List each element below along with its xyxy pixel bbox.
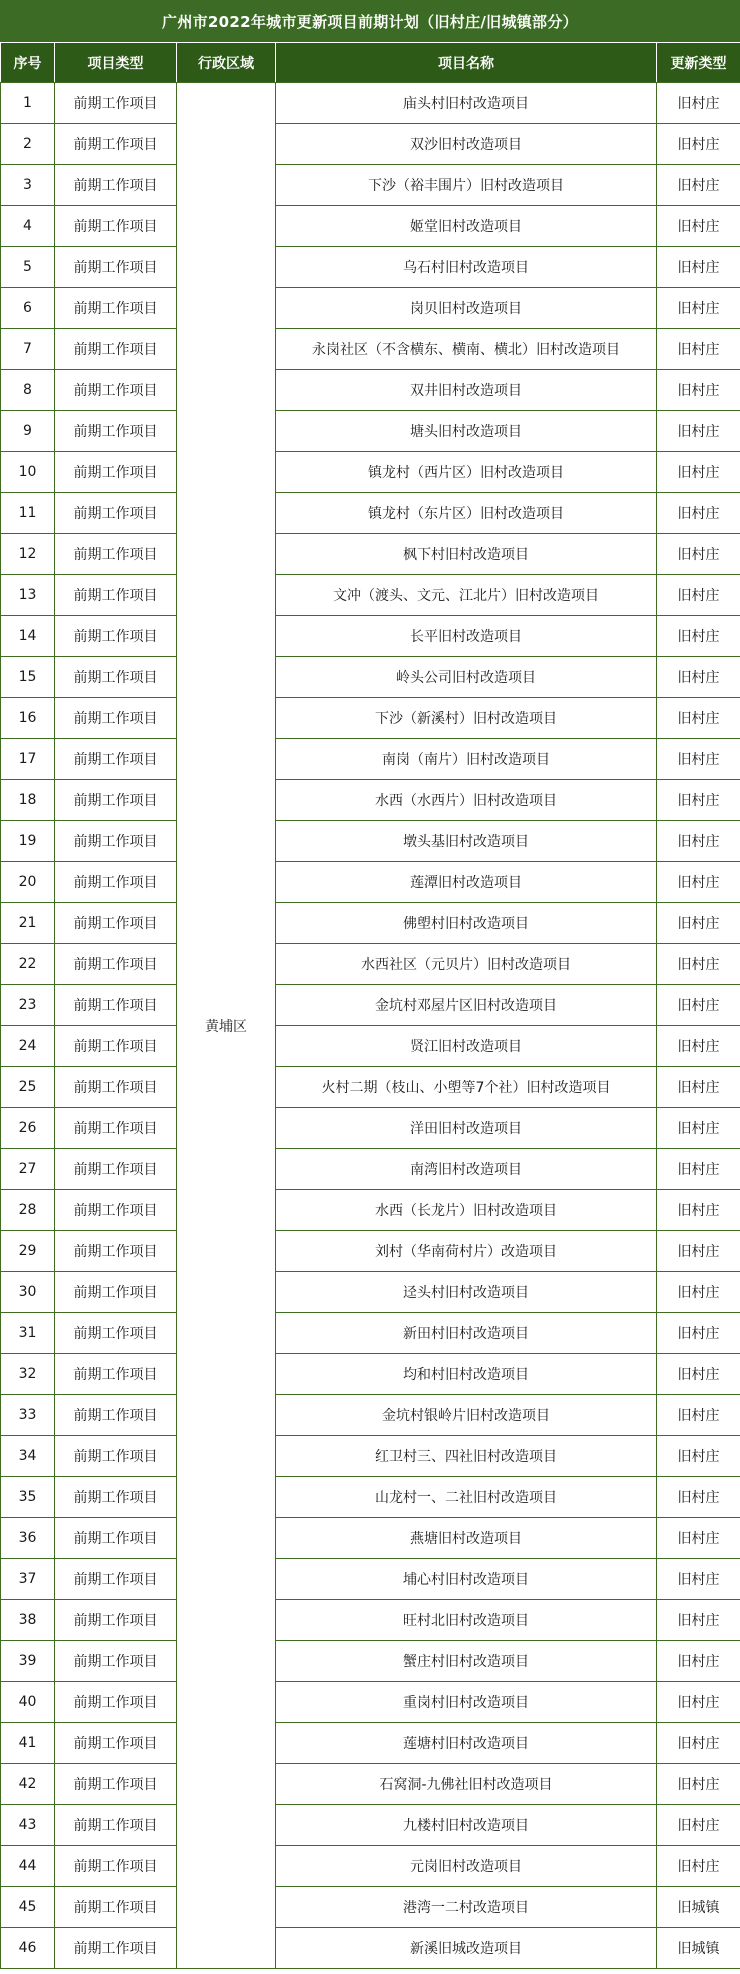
cell-no: 23 [1, 985, 55, 1026]
cell-project-type: 前期工作项目 [55, 1354, 177, 1395]
cell-project-type: 前期工作项目 [55, 1764, 177, 1805]
cell-update-type: 旧村庄 [657, 1518, 740, 1559]
cell-project-name: 莲潭旧村改造项目 [276, 862, 657, 903]
table-title: 广州市2022年城市更新项目前期计划（旧村庄/旧城镇部分） [0, 0, 740, 42]
cell-no: 40 [1, 1682, 55, 1723]
cell-project-name: 南湾旧村改造项目 [276, 1149, 657, 1190]
cell-update-type: 旧村庄 [657, 1149, 740, 1190]
table-row [1, 452, 740, 493]
cell-project-name: 新溪旧城改造项目 [276, 1928, 657, 1969]
cell-update-type: 旧村庄 [657, 1559, 740, 1600]
header-project-type: 项目类型 [55, 43, 177, 84]
cell-update-type: 旧村庄 [657, 165, 740, 206]
table-row [1, 1395, 740, 1436]
table-row [1, 1518, 740, 1559]
cell-project-type: 前期工作项目 [55, 493, 177, 534]
cell-update-type: 旧村庄 [657, 1026, 740, 1067]
cell-project-type: 前期工作项目 [55, 1149, 177, 1190]
cell-project-type: 前期工作项目 [55, 206, 177, 247]
cell-project-type: 前期工作项目 [55, 1887, 177, 1928]
cell-no: 28 [1, 1190, 55, 1231]
cell-district: 黄埔区 [177, 83, 276, 1969]
cell-no: 31 [1, 1313, 55, 1354]
table-row [1, 1477, 740, 1518]
cell-no: 19 [1, 821, 55, 862]
header-district: 行政区域 [177, 43, 276, 84]
cell-project-name: 重岗村旧村改造项目 [276, 1682, 657, 1723]
cell-no: 6 [1, 288, 55, 329]
cell-no: 36 [1, 1518, 55, 1559]
cell-project-name: 旺村北旧村改造项目 [276, 1600, 657, 1641]
cell-update-type: 旧村庄 [657, 329, 740, 370]
cell-project-type: 前期工作项目 [55, 1682, 177, 1723]
cell-project-name: 塘头旧村改造项目 [276, 411, 657, 452]
cell-project-type: 前期工作项目 [55, 370, 177, 411]
cell-update-type: 旧村庄 [657, 657, 740, 698]
cell-project-name: 镇龙村（西片区）旧村改造项目 [276, 452, 657, 493]
cell-no: 8 [1, 370, 55, 411]
cell-project-type: 前期工作项目 [55, 944, 177, 985]
table-row [1, 411, 740, 452]
cell-update-type: 旧村庄 [657, 493, 740, 534]
cell-update-type: 旧村庄 [657, 452, 740, 493]
cell-project-name: 岭头公司旧村改造项目 [276, 657, 657, 698]
cell-project-name: 水西（长龙片）旧村改造项目 [276, 1190, 657, 1231]
cell-update-type: 旧村庄 [657, 862, 740, 903]
cell-update-type: 旧村庄 [657, 1477, 740, 1518]
table-row [1, 1108, 740, 1149]
cell-update-type: 旧村庄 [657, 985, 740, 1026]
cell-project-name: 元岗旧村改造项目 [276, 1846, 657, 1887]
cell-project-type: 前期工作项目 [55, 1846, 177, 1887]
cell-project-type: 前期工作项目 [55, 329, 177, 370]
cell-no: 27 [1, 1149, 55, 1190]
table-row [1, 821, 740, 862]
cell-no: 25 [1, 1067, 55, 1108]
table-body [0, 82, 740, 1969]
cell-project-type: 前期工作项目 [55, 1190, 177, 1231]
cell-project-type: 前期工作项目 [55, 83, 177, 124]
cell-no: 45 [1, 1887, 55, 1928]
cell-update-type: 旧村庄 [657, 944, 740, 985]
cell-no: 9 [1, 411, 55, 452]
table-row [1, 1805, 740, 1846]
cell-no: 20 [1, 862, 55, 903]
cell-project-name: 庙头村旧村改造项目 [276, 83, 657, 124]
cell-no: 18 [1, 780, 55, 821]
cell-project-type: 前期工作项目 [55, 1641, 177, 1682]
table-row [1, 165, 740, 206]
table-row [1, 1231, 740, 1272]
cell-project-name: 蟹庄村旧村改造项目 [276, 1641, 657, 1682]
cell-project-type: 前期工作项目 [55, 739, 177, 780]
cell-update-type: 旧村庄 [657, 370, 740, 411]
cell-update-type: 旧村庄 [657, 1395, 740, 1436]
cell-update-type: 旧村庄 [657, 124, 740, 165]
cell-project-name: 港湾一二村改造项目 [276, 1887, 657, 1928]
cell-no: 13 [1, 575, 55, 616]
cell-project-type: 前期工作项目 [55, 1231, 177, 1272]
cell-no: 22 [1, 944, 55, 985]
cell-project-type: 前期工作项目 [55, 1518, 177, 1559]
cell-update-type: 旧村庄 [657, 780, 740, 821]
cell-no: 46 [1, 1928, 55, 1969]
table-row [1, 247, 740, 288]
table-row [1, 1354, 740, 1395]
cell-update-type: 旧村庄 [657, 1231, 740, 1272]
cell-project-type: 前期工作项目 [55, 780, 177, 821]
cell-project-type: 前期工作项目 [55, 657, 177, 698]
cell-no: 15 [1, 657, 55, 698]
cell-no: 38 [1, 1600, 55, 1641]
cell-no: 24 [1, 1026, 55, 1067]
cell-no: 4 [1, 206, 55, 247]
table-row [1, 657, 740, 698]
cell-update-type: 旧村庄 [657, 1723, 740, 1764]
header-project-name: 项目名称 [276, 43, 657, 84]
cell-update-type: 旧村庄 [657, 575, 740, 616]
table-row [1, 1436, 740, 1477]
cell-project-name: 刘村（华南荷村片）改造项目 [276, 1231, 657, 1272]
cell-project-type: 前期工作项目 [55, 1600, 177, 1641]
cell-project-name: 水西社区（元贝片）旧村改造项目 [276, 944, 657, 985]
cell-project-name: 双沙旧村改造项目 [276, 124, 657, 165]
cell-no: 1 [1, 83, 55, 124]
cell-project-name: 燕塘旧村改造项目 [276, 1518, 657, 1559]
cell-project-name: 金坑村银岭片旧村改造项目 [276, 1395, 657, 1436]
cell-no: 5 [1, 247, 55, 288]
table-row [1, 1067, 740, 1108]
cell-no: 12 [1, 534, 55, 575]
cell-project-name: 洋田旧村改造项目 [276, 1108, 657, 1149]
cell-no: 10 [1, 452, 55, 493]
cell-no: 11 [1, 493, 55, 534]
table-row [1, 944, 740, 985]
cell-no: 37 [1, 1559, 55, 1600]
cell-update-type: 旧村庄 [657, 1272, 740, 1313]
cell-project-type: 前期工作项目 [55, 616, 177, 657]
cell-no: 35 [1, 1477, 55, 1518]
cell-update-type: 旧村庄 [657, 1641, 740, 1682]
header-row [1, 43, 740, 84]
cell-project-type: 前期工作项目 [55, 411, 177, 452]
cell-project-name: 姬堂旧村改造项目 [276, 206, 657, 247]
cell-project-name: 金坑村邓屋片区旧村改造项目 [276, 985, 657, 1026]
table-row [1, 1272, 740, 1313]
cell-no: 2 [1, 124, 55, 165]
cell-project-name: 枫下村旧村改造项目 [276, 534, 657, 575]
cell-update-type: 旧村庄 [657, 616, 740, 657]
table-row [1, 698, 740, 739]
cell-update-type: 旧村庄 [657, 1846, 740, 1887]
table-row [1, 1149, 740, 1190]
table-row [1, 534, 740, 575]
cell-update-type: 旧村庄 [657, 821, 740, 862]
cell-update-type: 旧村庄 [657, 206, 740, 247]
table-row [1, 1559, 740, 1600]
cell-project-type: 前期工作项目 [55, 1272, 177, 1313]
cell-update-type: 旧村庄 [657, 1067, 740, 1108]
cell-project-name: 埔心村旧村改造项目 [276, 1559, 657, 1600]
table-row [1, 329, 740, 370]
cell-no: 34 [1, 1436, 55, 1477]
cell-project-name: 石窝洞-九佛社旧村改造项目 [276, 1764, 657, 1805]
cell-no: 39 [1, 1641, 55, 1682]
cell-project-name: 水西（水西片）旧村改造项目 [276, 780, 657, 821]
cell-project-name: 文冲（渡头、文元、江北片）旧村改造项目 [276, 575, 657, 616]
cell-update-type: 旧村庄 [657, 1354, 740, 1395]
cell-no: 26 [1, 1108, 55, 1149]
table-row [1, 780, 740, 821]
table-row [1, 985, 740, 1026]
table-row [1, 1723, 740, 1764]
cell-project-type: 前期工作项目 [55, 1026, 177, 1067]
cell-project-name: 双井旧村改造项目 [276, 370, 657, 411]
cell-project-name: 墩头基旧村改造项目 [276, 821, 657, 862]
cell-no: 14 [1, 616, 55, 657]
cell-project-name: 山龙村一、二社旧村改造项目 [276, 1477, 657, 1518]
cell-update-type: 旧村庄 [657, 247, 740, 288]
cell-no: 16 [1, 698, 55, 739]
table-row [1, 288, 740, 329]
cell-project-type: 前期工作项目 [55, 1436, 177, 1477]
table-row [1, 616, 740, 657]
cell-project-name: 乌石村旧村改造项目 [276, 247, 657, 288]
cell-update-type: 旧村庄 [657, 288, 740, 329]
cell-update-type: 旧村庄 [657, 1682, 740, 1723]
cell-project-type: 前期工作项目 [55, 985, 177, 1026]
cell-project-name: 火村二期（枝山、小塱等7个社）旧村改造项目 [276, 1067, 657, 1108]
cell-project-type: 前期工作项目 [55, 1067, 177, 1108]
cell-project-name: 新田村旧村改造项目 [276, 1313, 657, 1354]
cell-project-type: 前期工作项目 [55, 862, 177, 903]
cell-no: 29 [1, 1231, 55, 1272]
table-row [1, 1026, 740, 1067]
cell-no: 43 [1, 1805, 55, 1846]
cell-no: 42 [1, 1764, 55, 1805]
table-row [1, 493, 740, 534]
cell-update-type: 旧村庄 [657, 411, 740, 452]
cell-project-name: 均和村旧村改造项目 [276, 1354, 657, 1395]
table-row [1, 206, 740, 247]
cell-project-name: 莲塘村旧村改造项目 [276, 1723, 657, 1764]
table-row [1, 370, 740, 411]
cell-no: 7 [1, 329, 55, 370]
cell-update-type: 旧村庄 [657, 1764, 740, 1805]
table-row [1, 1846, 740, 1887]
cell-project-name: 镇龙村（东片区）旧村改造项目 [276, 493, 657, 534]
cell-update-type: 旧村庄 [657, 1600, 740, 1641]
table-row [1, 739, 740, 780]
cell-update-type: 旧城镇 [657, 1928, 740, 1969]
cell-project-name: 下沙（新溪村）旧村改造项目 [276, 698, 657, 739]
cell-project-type: 前期工作项目 [55, 534, 177, 575]
cell-project-type: 前期工作项目 [55, 575, 177, 616]
cell-project-name: 佛塱村旧村改造项目 [276, 903, 657, 944]
cell-project-type: 前期工作项目 [55, 165, 177, 206]
cell-project-name: 九楼村旧村改造项目 [276, 1805, 657, 1846]
table-row [1, 1641, 740, 1682]
table-row [1, 1764, 740, 1805]
cell-project-type: 前期工作项目 [55, 1395, 177, 1436]
cell-project-name: 红卫村三、四社旧村改造项目 [276, 1436, 657, 1477]
cell-update-type: 旧村庄 [657, 1436, 740, 1477]
table-row [1, 1887, 740, 1928]
cell-project-type: 前期工作项目 [55, 1559, 177, 1600]
cell-update-type: 旧村庄 [657, 1108, 740, 1149]
table-row [1, 1313, 740, 1354]
cell-no: 41 [1, 1723, 55, 1764]
table-row [1, 903, 740, 944]
cell-project-type: 前期工作项目 [55, 821, 177, 862]
cell-update-type: 旧城镇 [657, 1887, 740, 1928]
cell-no: 30 [1, 1272, 55, 1313]
cell-update-type: 旧村庄 [657, 739, 740, 780]
cell-project-type: 前期工作项目 [55, 903, 177, 944]
table-row [1, 575, 740, 616]
cell-project-type: 前期工作项目 [55, 288, 177, 329]
cell-project-type: 前期工作项目 [55, 698, 177, 739]
header-update-type: 更新类型 [657, 43, 740, 84]
cell-project-type: 前期工作项目 [55, 1313, 177, 1354]
cell-no: 17 [1, 739, 55, 780]
table-row [1, 124, 740, 165]
cell-project-type: 前期工作项目 [55, 1477, 177, 1518]
table-row [1, 1190, 740, 1231]
cell-project-name: 南岗（南片）旧村改造项目 [276, 739, 657, 780]
cell-project-type: 前期工作项目 [55, 1108, 177, 1149]
cell-no: 3 [1, 165, 55, 206]
table-row [1, 1600, 740, 1641]
table-row [1, 83, 740, 124]
cell-project-name: 长平旧村改造项目 [276, 616, 657, 657]
cell-project-type: 前期工作项目 [55, 1723, 177, 1764]
cell-project-type: 前期工作项目 [55, 452, 177, 493]
cell-update-type: 旧村庄 [657, 903, 740, 944]
header-no: 序号 [1, 43, 55, 84]
cell-update-type: 旧村庄 [657, 698, 740, 739]
cell-project-name: 岗贝旧村改造项目 [276, 288, 657, 329]
cell-update-type: 旧村庄 [657, 83, 740, 124]
cell-no: 33 [1, 1395, 55, 1436]
cell-project-name: 下沙（裕丰围片）旧村改造项目 [276, 165, 657, 206]
cell-project-type: 前期工作项目 [55, 247, 177, 288]
table-row [1, 1682, 740, 1723]
table-header [0, 42, 740, 84]
cell-project-type: 前期工作项目 [55, 1805, 177, 1846]
cell-project-name: 迳头村旧村改造项目 [276, 1272, 657, 1313]
cell-project-type: 前期工作项目 [55, 1928, 177, 1969]
cell-no: 44 [1, 1846, 55, 1887]
cell-project-type: 前期工作项目 [55, 124, 177, 165]
table-row [1, 862, 740, 903]
cell-update-type: 旧村庄 [657, 534, 740, 575]
cell-no: 32 [1, 1354, 55, 1395]
cell-project-name: 贤江旧村改造项目 [276, 1026, 657, 1067]
cell-update-type: 旧村庄 [657, 1313, 740, 1354]
cell-update-type: 旧村庄 [657, 1190, 740, 1231]
cell-no: 21 [1, 903, 55, 944]
table-row [1, 1928, 740, 1969]
cell-project-name: 永岗社区（不含横东、横南、横北）旧村改造项目 [276, 329, 657, 370]
cell-update-type: 旧村庄 [657, 1805, 740, 1846]
